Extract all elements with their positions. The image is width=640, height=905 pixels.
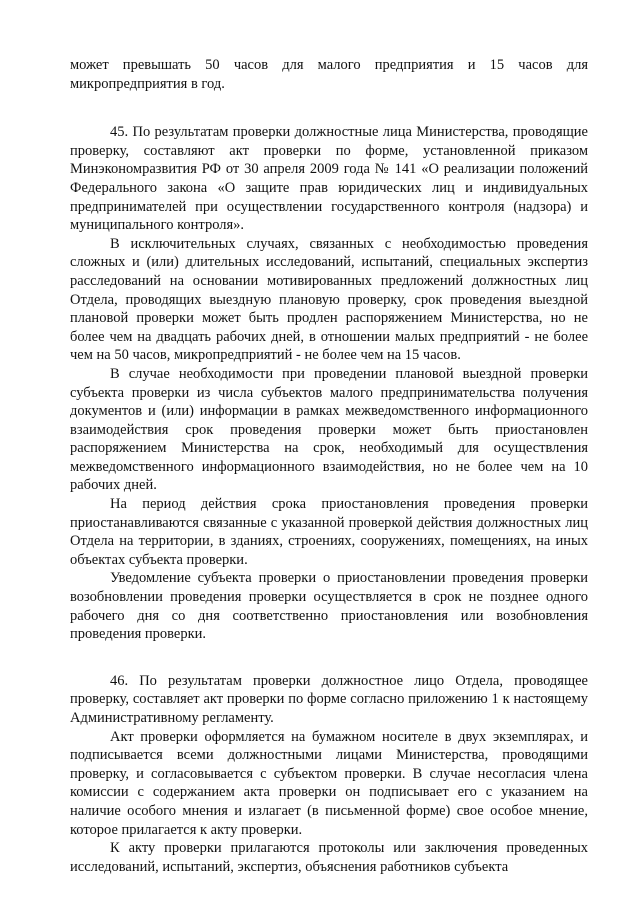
- paragraph-notification: Уведомление субъекта проверки о приостановлении проведения проверки возобновлении проведения проверки осуществляется в срок не позднее одного рабочего дня со дня соответственно приостановления или возобновления проведения проверки.: [70, 570, 588, 643]
- paragraph-item-45: 45. По результатам проверки должностные лица Министерства, проводящие проверку, составляют акт проверки по форме, установленной приказом Минэкономразвития РФ от 30 апреля 2009 года № 141 «О реализации положений Федерального закона «О защите прав юридических лиц и индивидуальных предпринимателей при осуществлении государственного контроля (надзора) и муниципального контроля».: [70, 124, 588, 234]
- paragraph-extension: В исключительных случаях, связанных с необходимостью проведения сложных и (или) длительных исследований, испытаний, специальных экспертиз расследований на основании мотивированных предложений должностных лиц Отдела, проводящих выездную плановую проверку, срок проведения выездной плановой проверки может быть продлен распоряжением Министерства, но не более чем на двадцать рабочих дней, в отношении малых предприятий - не более чем на 50 часов, микропредприятий - не более чем на 15 часов.: [70, 235, 588, 364]
- paragraph-attachments: К акту проверки прилагаются протоколы или заключения проведенных исследований, испытаний, экспертиз, объяснения работников субъекта: [70, 840, 588, 875]
- paragraph-continuation: может превышать 50 часов для малого предприятия и 15 часов для микропредприятия в год.: [70, 57, 588, 92]
- paragraph-item-46: 46. По результатам проверки должностное лицо Отдела, проводящее проверку, составляет акт проверки по форме согласно приложению 1 к настоящему Административному регламенту.: [70, 672, 588, 726]
- paragraph-act-format: Акт проверки оформляется на бумажном носителе в двух экземплярах, и подписывается всеми должностными лицами Министерства, проводящими проверку, и согласовывается с субъектом проверки. В случае несогласия члена комиссии с содержанием акта проверки он подписывает его с указанием на наличие особого мнения и излагает (в письменной форме) свое особое мнение, которое прилагается к акту проверки.: [70, 728, 588, 838]
- paragraph-suspension: В случае необходимости при проведении плановой выездной проверки субъекта проверки из числа субъектов малого предпринимательства получения документов и (или) информации в рамках межведомственного информационного взаимодействия срок проведения проверки может быть приостановлен распоряжением Министерства на срок, необходимый для осуществления межведомственного информационного взаимодействия, но не более чем на 10 рабочих дней.: [70, 365, 588, 494]
- document-page: [70, 56, 588, 876]
- paragraph-suspension-period: На период действия срока приостановления проведения проверки приостанавливаются связанные с указанной проверкой действия должностных лиц Отдела на территории, в зданиях, строениях, сооружениях, помещениях, на иных объектах субъекта проверки.: [70, 496, 588, 568]
